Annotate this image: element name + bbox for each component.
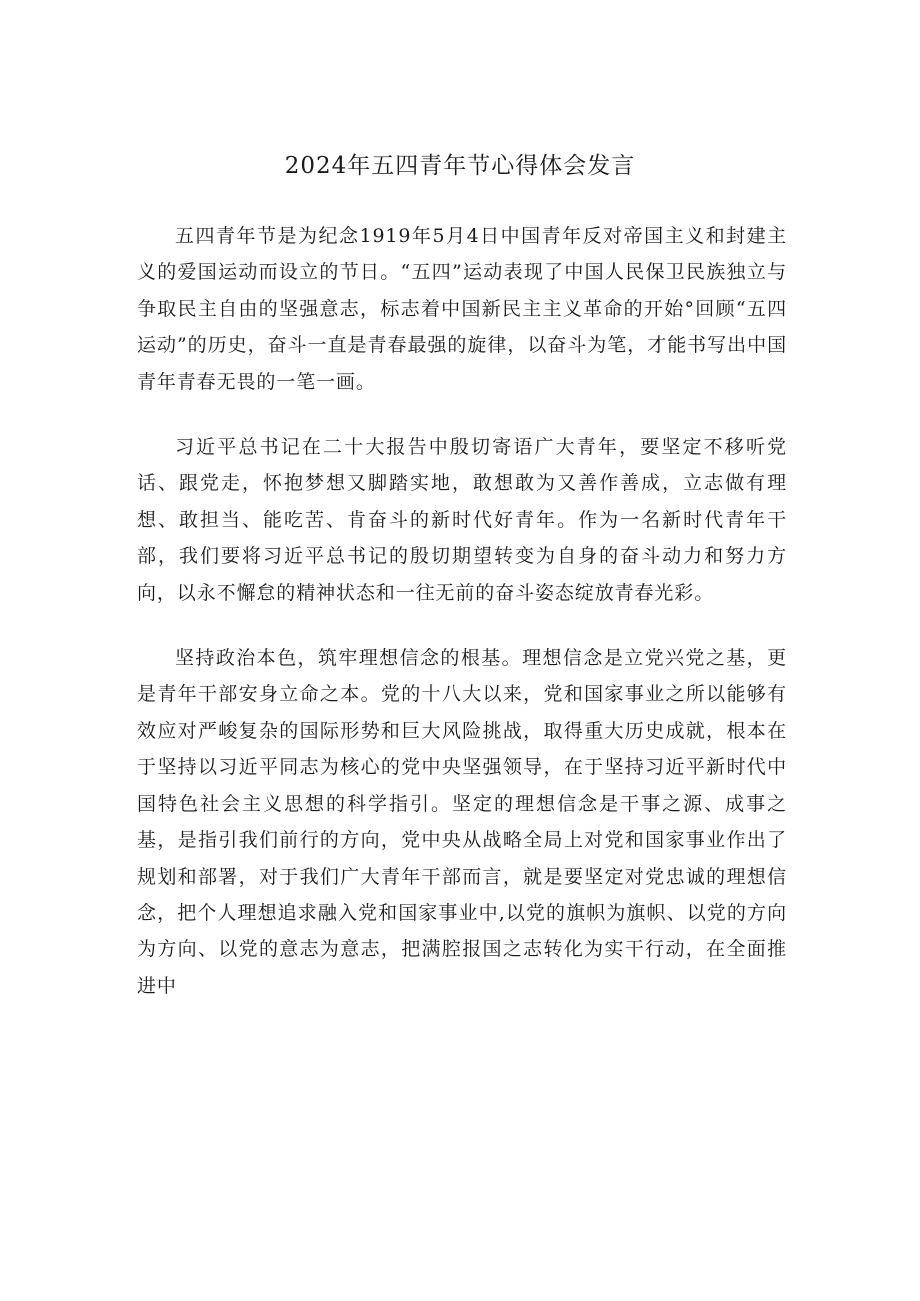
paragraph-2: 习近平总书记在二十大报告中殷切寄语广大青年，要坚定不移听党话、跟党走，怀抱梦想又脚踏实地，敢想敢为又善作善成，立志做有理想、敢担当、能吃苦、肯奋斗的新时代好青年。作为一名新时代青年干部，我们要将习近平总书记的殷切期望转变为自身的奋斗动力和努力方向，以永不懈怠的精神状态和一往无前的奋斗姿态绽放青春光彩。: [137, 436, 787, 604]
document-body: [137, 218, 787, 1033]
document-title: 2024年五四青年节心得体会发言: [284, 153, 636, 179]
paragraph-3: 坚持政治本色，筑牢理想信念的根基。理想信念是立党兴党之基，更是青年干部安身立命之本。党的十八大以来，党和国家事业之所以能够有效应对严峻复杂的国际形势和巨大风险挑战，取得重大历史成就，根本在于坚持以习近平同志为核心的党中央坚强领导，在于坚持习近平新时代中国特色社会主义思想的科学指引。坚定的理想信念是干事之源、成事之基，是指引我们前行的方向，党中央从战略全局上对党和国家事业作出了规划和部署，对于我们广大青年干部而言，就是要坚定对党忠诚的理想信念，把个人理想追求融入党和国家事业中,以党的旗帜为旗帜、以党的方向为方向、以党的意志为意志，把满腔报国之志转化为实干行动，在全面推进中: [137, 647, 787, 997]
paragraph-1: 五四青年节是为纪念1919年5月4日中国青年反对帝国主义和封建主义的爱国运动而设立的节日。“五四”运动表现了中国人民保卫民族独立与争取民主自由的坚强意志，标志着中国新民主主义革命的开始°回顾“五四运动”的历史，奋斗一直是青春最强的旋律，以奋斗为笔，才能书写出中国青年青春无畏的一笔一画。: [137, 225, 787, 393]
